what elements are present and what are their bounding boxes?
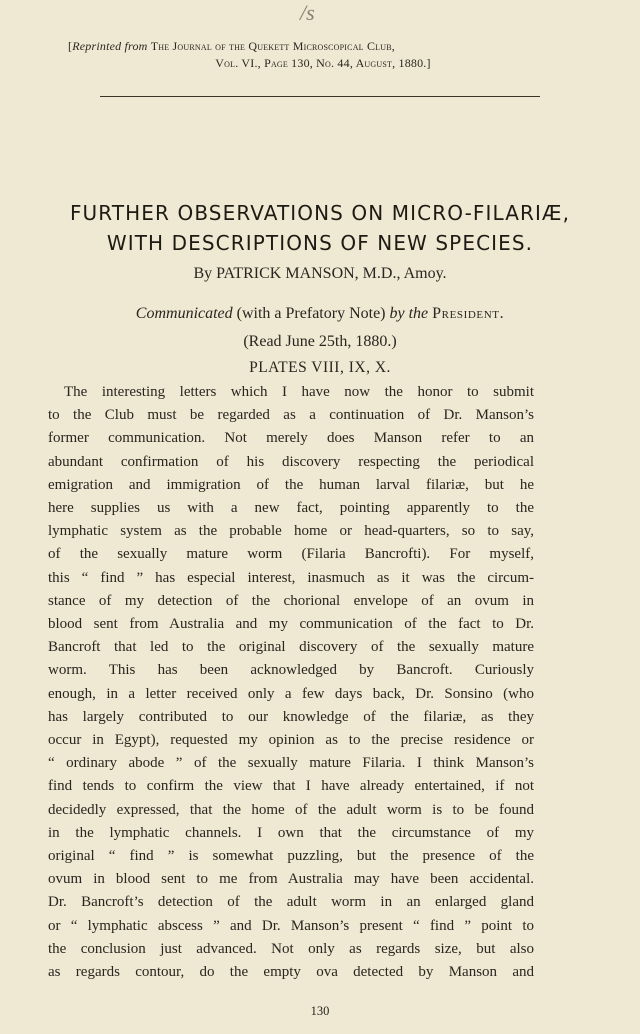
- read-date: (Read June 25th, 1880.): [243, 333, 397, 350]
- author-byline: By PATRICK MANSON, M.D., Amoy.: [193, 265, 447, 282]
- body-line: Bancroft that led to the original discovery of the sexually mature: [48, 639, 534, 656]
- body-line: original “ find ” is somewhat puzzling, but the presence of the: [48, 848, 534, 865]
- body-line: decidedly expressed, that the home of the adult worm is to be found: [48, 801, 534, 818]
- body-line: this “ find ” has especial interest, inasmuch as it was the circum-: [48, 569, 534, 586]
- body-line: the conclusion just advanced. Not only as regards size, but also: [48, 940, 534, 957]
- page-number: 130: [310, 1004, 330, 1018]
- body-line: worm. This has been acknowledged by Bancroft. Curiously: [48, 662, 534, 679]
- communicated-line: Communicated (with a Prefatory Note) by the President.: [135, 305, 505, 322]
- reprint-header: [68, 38, 578, 72]
- body-line: find tends to confirm the view that I have already entertained, if not: [48, 778, 534, 795]
- body-line: to the Club must be regarded as a continuation of Dr. Manson’s: [48, 407, 534, 424]
- body-line: ovum in blood sent to me from Australia may have been accidental.: [48, 871, 534, 888]
- body-line: stance of my detection of the chorional envelope of an ovum in: [48, 592, 534, 609]
- reprint-header-line2: Vol. VI., Page 130, No. 44, August, 1880.]: [215, 56, 431, 70]
- handwritten-mark: /s: [300, 0, 315, 25]
- plates-line: PLATES VIII, IX, X.: [249, 359, 391, 376]
- body-line: Dr. Bancroft’s detection of the adult worm in an enlarged gland: [48, 894, 534, 911]
- body-line: abundant confirmation of his discovery respecting the periodical: [48, 453, 534, 470]
- reprint-header-line1: [Reprinted from The Journal of the Quekett Microscopical Club,: [68, 39, 395, 53]
- article-title-line1: FURTHER OBSERVATIONS ON MICRO-FILARIÆ,: [69, 201, 571, 225]
- body-line: lymphatic system as the probable home or head-quarters, so to say,: [48, 523, 534, 540]
- body-line: as regards contour, do the empty ova detected by Manson and: [48, 964, 534, 981]
- body-line: has largely contributed to our knowledge of the filariæ, as they: [48, 708, 534, 725]
- body-line: or “ lymphatic abscess ” and Dr. Manson’s present “ find ” point to: [48, 917, 534, 934]
- body-paragraph: [48, 381, 534, 984]
- body-line: of the sexually mature worm (Filaria Bancrofti). For myself,: [48, 546, 534, 563]
- body-line: emigration and immigration of the human larval filariæ, but he: [48, 476, 534, 493]
- body-line: in the lymphatic channels. I own that the circumstance of my: [48, 824, 534, 841]
- body-line: occur in Egypt), requested my opinion as to the precise residence or: [48, 732, 534, 749]
- body-line: blood sent from Australia and my communication of the fact to Dr.: [48, 616, 534, 633]
- body-line: former communication. Not merely does Manson refer to an: [48, 430, 534, 447]
- reprinted-label: Reprinted from: [72, 39, 148, 53]
- body-line: here supplies us with a new fact, pointing apparently to the: [48, 500, 534, 517]
- body-line: The interesting letters which I have now the honor to submit: [64, 384, 534, 400]
- journal-name: The Journal of the Quekett Microscopical Club,: [150, 39, 395, 53]
- header-rule: [100, 96, 540, 97]
- article-title: [0, 198, 640, 258]
- body-line: enough, in a letter received only a few days back, Dr. Sonsino (who: [48, 685, 534, 702]
- body-line: “ ordinary abode ” of the sexually mature Filaria. I think Manson’s: [48, 755, 534, 772]
- article-title-line2: WITH DESCRIPTIONS OF NEW SPECIES.: [106, 231, 534, 255]
